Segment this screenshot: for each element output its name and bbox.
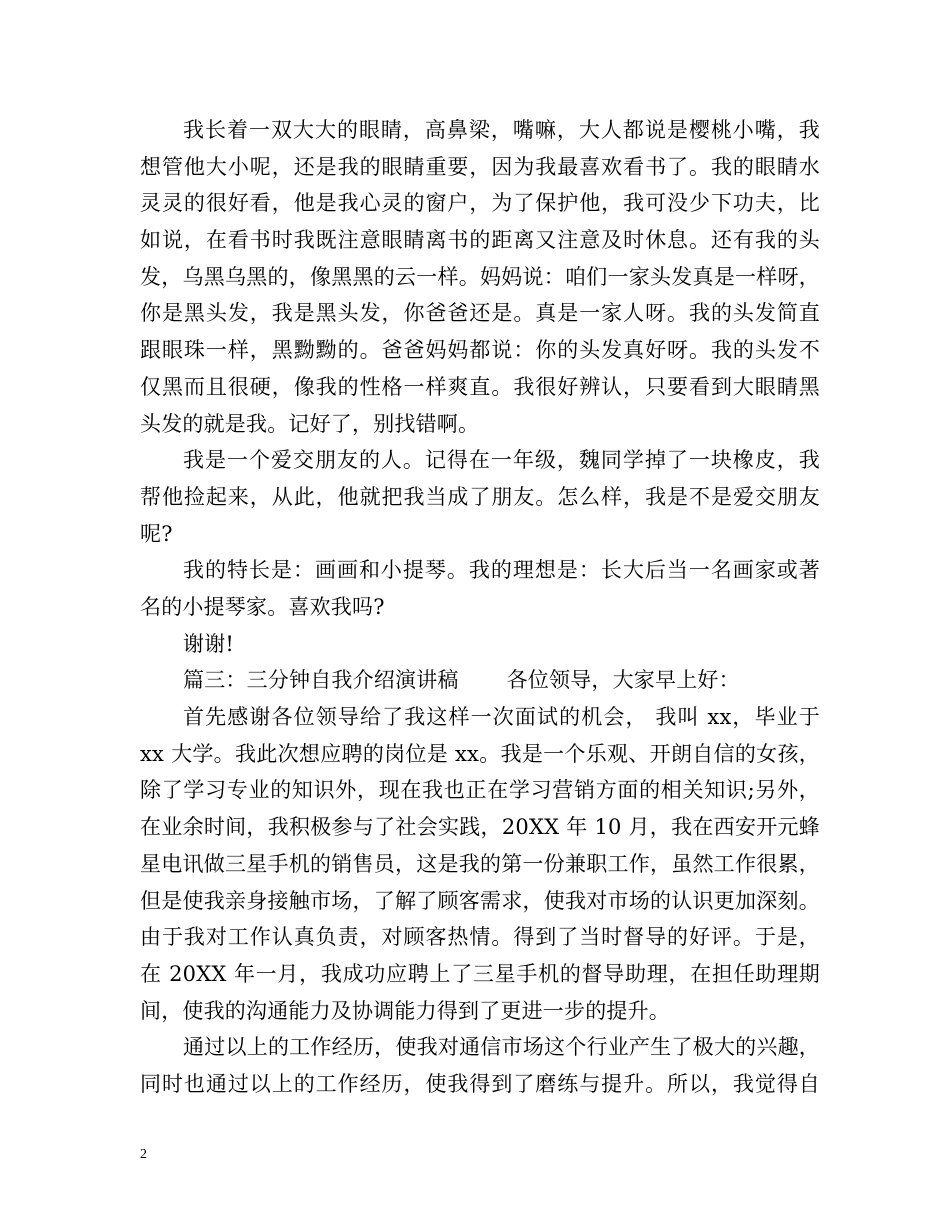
paragraph-line: 如说，在看书时我既注意眼睛离书的距离又注意及时休息。还有我的头 xyxy=(140,228,820,252)
paragraph-line: 灵灵的很好看，他是我心灵的窗户，为了保护他，我可没少下功夫，比 xyxy=(140,191,820,215)
greeting: 各位领导，大家早上好： xyxy=(506,668,740,692)
paragraph-line: 首先感谢各位领导给了我这样一次面试的机会， 我叫 xx，毕业于 xyxy=(183,705,820,729)
paragraph-line: 但是使我亲身接触市场，了解了顾客需求，使我对市场的认识更加深刻。 xyxy=(140,889,820,913)
paragraph-line: 跟眼珠一样，黑黝黝的。爸爸妈妈都说：你的头发真好呀。我的头发不 xyxy=(140,338,820,362)
paragraph-line: 通过以上的工作经历，使我对通信市场这个行业产生了极大的兴趣， xyxy=(183,1035,820,1059)
paragraph-line: 我是一个爱交朋友的人。记得在一年级，魏同学掉了一块橡皮，我 xyxy=(183,448,820,472)
section-title: 篇三：三分钟自我介绍演讲稿 xyxy=(183,668,459,692)
paragraph-line: 仅黑而且很硬，像我的性格一样爽直。我很好辨认，只要看到大眼睛黑 xyxy=(140,375,820,399)
page-number: 2 xyxy=(140,1147,147,1162)
paragraph-line: 你是黑头发，我是黑头发，你爸爸还是。真是一家人呀。我的头发简直 xyxy=(140,301,820,325)
paragraph-line: 头发的就是我。记好了，别找错啊。 xyxy=(140,412,480,436)
paragraph-line: 由于我对工作认真负责，对顾客热情。得到了当时督导的好评。于是， xyxy=(140,925,820,949)
paragraph-line: 谢谢! xyxy=(183,632,235,656)
paragraph-line: 在业余时间，我积极参与了社会实践，20XX 年 10 月，我在西安开元蜂 xyxy=(140,815,820,839)
paragraph-line: 在 20XX 年一月，我成功应聘上了三星手机的督导助理，在担任助理期 xyxy=(140,962,820,986)
paragraph-line: 发，乌黑乌黑的，像黑黑的云一样。妈妈说：咱们一家头发真是一样呀， xyxy=(140,265,820,289)
paragraph-line: 除了学习专业的知识外，现在我也正在学习营销方面的相关知识;另外， xyxy=(140,778,820,802)
paragraph-line: 同时也通过以上的工作经历，使我得到了磨练与提升。所以，我觉得自 xyxy=(140,1072,820,1096)
section-heading-line xyxy=(183,666,820,694)
paragraph-line: 名的小提琴家。喜欢我吗? xyxy=(140,595,385,619)
paragraph-line: 我长着一双大大的眼睛，高鼻梁，嘴嘛，大人都说是樱桃小嘴，我 xyxy=(183,118,820,142)
paragraph-line: 我的特长是：画画和小提琴。我的理想是：长大后当一名画家或著 xyxy=(183,558,820,582)
paragraph-line: 星电讯做三星手机的销售员，这是我的第一份兼职工作，虽然工作很累， xyxy=(140,852,820,876)
paragraph-line: 帮他捡起来，从此，他就把我当成了朋友。怎么样，我是不是爱交朋友 xyxy=(140,485,820,509)
paragraph-line: 想管他大小呢，还是我的眼睛重要，因为我最喜欢看书了。我的眼睛水 xyxy=(140,155,820,179)
paragraph-line: 间，使我的沟通能力及协调能力得到了更进一步的提升。 xyxy=(140,999,670,1023)
paragraph-line: 呢? xyxy=(140,522,173,546)
paragraph-line: xx 大学。我此次想应聘的岗位是 xx。我是一个乐观、开朗自信的女孩， xyxy=(140,742,820,766)
